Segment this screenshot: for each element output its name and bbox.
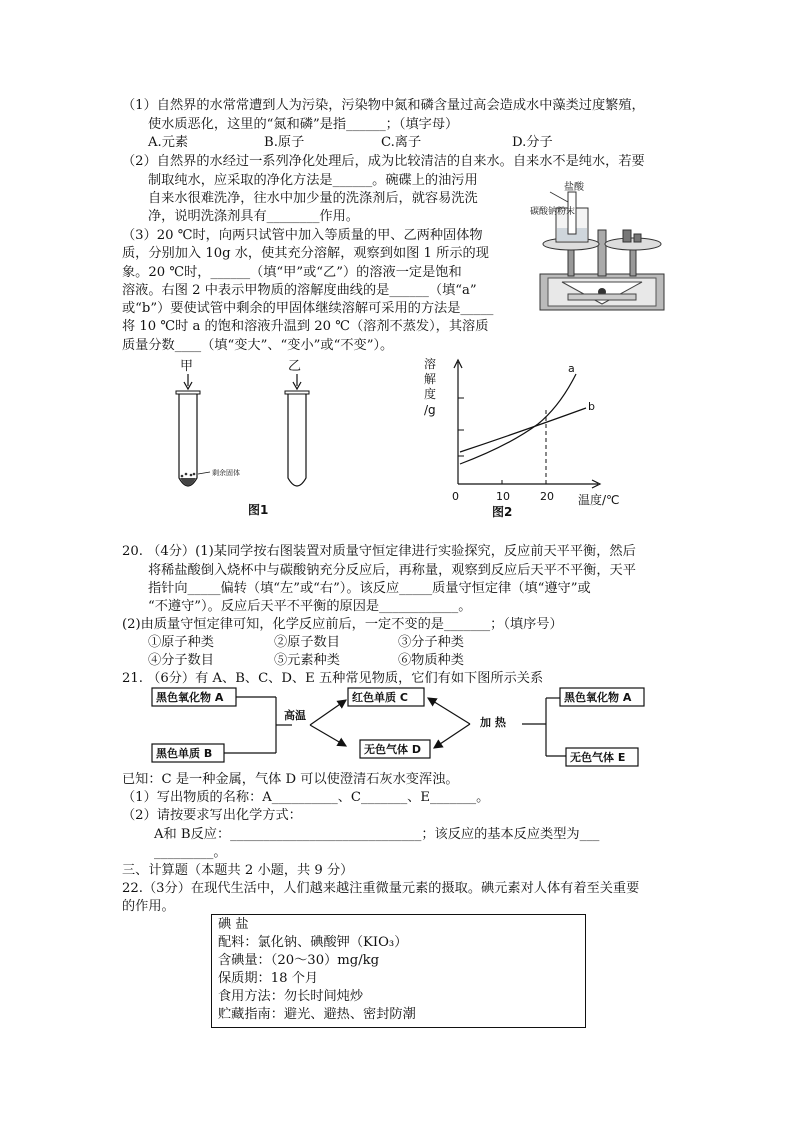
q19-part3-line7: 质量分数____（填“变大”、“变小”或“不变”）。 xyxy=(122,338,394,353)
q20-line1: 20. （4分）(1)某同学按右图装置对质量守恒定律进行实验探究，反应前天平平衡，然后 xyxy=(122,544,636,559)
curve-b-label: b xyxy=(588,400,595,413)
residue-label: 剩余固体 xyxy=(212,469,240,477)
powder-label: 碳酸钠粉末 xyxy=(530,207,576,217)
salt-label-usage: 食用方法：勿长时间炖炒 xyxy=(218,989,364,1004)
tube-yi-label: 乙 xyxy=(288,359,302,374)
box-colorless-gas-e: 无色气体 E xyxy=(570,751,626,764)
y-label-char-3: 度 xyxy=(424,387,437,401)
q21-subq1: （1）写出物质的名称：A__________、C_______、E_______。 xyxy=(122,790,490,805)
section-3-title: 三、计算题（本题共 2 小题，共 9 分） xyxy=(122,863,354,878)
q20-option-4: ④分子数目 xyxy=(148,653,214,668)
q19-option-d: D.分子 xyxy=(512,135,553,150)
q19-part3-line6: 将 10 ℃时 a 的饱和溶液升温到 20 ℃（溶剂不蒸发），其溶质 xyxy=(122,319,489,334)
q20-option-3: ③分子种类 xyxy=(398,635,464,650)
tick-10: 10 xyxy=(496,490,510,503)
figure-1-caption: 图1 xyxy=(248,503,269,517)
q19-part2-line2: 制取纯水，应采取的净化方法是______。碗碟上的油污用 xyxy=(148,173,478,188)
q19-part1-line1: （1）自然界的水常常遭到人为污染，污染物中氮和磷含量过高会造成水中藻类过度繁殖， xyxy=(122,98,645,113)
figure-2-solubility-chart xyxy=(420,356,660,520)
q19-part3-line3: 象。20 ℃时，______（填“甲”或“乙”）的溶液一定是饱和 xyxy=(122,265,462,280)
q19-part3-line1: （3）20 ℃时，向两只试管中加入等质量的甲、乙两种固体物 xyxy=(122,228,483,243)
box-red-element-c: 红色单质 C xyxy=(352,691,408,704)
box-black-oxide-a-right: 黑色氧化物 A xyxy=(564,691,632,704)
q21-line1: 21. （6分）有 A、B、C、D、E 五种常见物质，它们有如下图所示关系 xyxy=(122,671,544,686)
q22-line2: 的作用。 xyxy=(122,899,175,914)
iodized-salt-label xyxy=(211,914,586,1028)
tube-jia-label: 甲 xyxy=(180,359,194,374)
balance-figure xyxy=(528,178,676,318)
q20-option-2: ②原子数目 xyxy=(274,635,340,650)
curve-a-label: a xyxy=(568,362,575,375)
q19-part2-line4: 净，说明洗涤剂具有________作用。 xyxy=(148,209,359,224)
q21-subq2-line2: A和 B反应：_____________________________；该反应的基本反应类型为___ xyxy=(154,827,600,842)
y-label-unit: /g xyxy=(424,403,436,417)
q20-line3: 指针向_____偏转（填“左”或“右”）。该反应_____质量守恒定律（填“遵守”或 xyxy=(148,581,591,596)
condition-high-temp: 高温 xyxy=(284,709,306,722)
figure-2-caption: 图2 xyxy=(492,505,513,519)
q19-part2-line3: 自来水很难洗净，往水中加少量的洗涤剂后，就容易洗洗 xyxy=(148,191,478,206)
q20-option-1: ①原子种类 xyxy=(148,635,214,650)
q21-subq2: （2）请按要求写出化学方式： xyxy=(122,808,302,823)
q19-part3-line5: 或“b”）要使试管中剩余的甲固体继续溶解可采用的方法是_____ xyxy=(122,301,494,316)
q19-option-a: A.元素 xyxy=(148,135,189,150)
box-black-element-b: 黑色单质 B xyxy=(156,747,213,760)
salt-label-title: 碘 盐 xyxy=(218,917,249,932)
q19-part3-line2: 质，分别加入 10g 水，使其充分溶解，观察到如图 1 所示的现 xyxy=(122,246,489,261)
tick-0: 0 xyxy=(452,490,459,503)
x-axis-label: 温度/℃ xyxy=(578,493,620,507)
q21-subq2-line3: _________。 xyxy=(154,845,227,860)
y-label-char-2: 解 xyxy=(424,372,437,386)
salt-label-iodine-content: 含碘量：（20～30）mg/kg xyxy=(218,953,380,968)
box-colorless-gas-d: 无色气体 D xyxy=(364,743,421,756)
salt-label-ingredients: 配料：氯化钠、碘酸钾（KIO₃） xyxy=(218,935,408,950)
salt-label-shelf-life: 保质期：18 个月 xyxy=(218,971,319,986)
tick-20: 20 xyxy=(540,490,554,503)
curve-b xyxy=(460,408,586,452)
q20-option-6: ⑥物质种类 xyxy=(398,653,464,668)
q19-option-b: B.原子 xyxy=(264,135,305,150)
box-black-oxide-a-left: 黑色氧化物 A xyxy=(156,691,224,704)
q19-option-c: C.离子 xyxy=(381,135,422,150)
q19-part1-line2: 使水质恶化，这里的“氮和磷”是指______；（填字母） xyxy=(148,117,459,132)
q22-line1: 22.（3分）在现代生活中，人们越来越注重微量元素的摄取。碘元素对人体有着至关重要 xyxy=(122,881,640,896)
q20-line5: (2)由质量守恒定律可知，化学反应前后，一定不变的是_______；（填序号） xyxy=(122,617,563,632)
y-label-char-1: 溶 xyxy=(424,357,437,371)
q21-known: 已知：C 是一种金属，气体 D 可以使澄清石灰水变浑浊。 xyxy=(122,772,459,787)
q21-reaction-diagram xyxy=(150,686,650,770)
q20-option-5: ⑤元素种类 xyxy=(274,653,340,668)
acid-label: 盐酸 xyxy=(564,182,584,193)
q20-line4: “不遵守”）。反应后天平不平衡的原因是____________。 xyxy=(148,599,472,614)
salt-label-storage: 贮藏指南：避光、避热、密封防潮 xyxy=(218,1007,416,1022)
q20-line2: 将稀盐酸倒入烧杯中与碳酸钠充分反应后，再称量，观察到反应后天平不平衡，天平 xyxy=(148,563,636,578)
figure-1-test-tubes xyxy=(160,356,360,520)
q19-part2-line1: （2）自然界的水经过一系列净化处理后，成为比较清洁的自来水。自来水不是纯水，若要 xyxy=(122,154,645,169)
condition-heat: 加 热 xyxy=(480,716,506,729)
q19-part3-line4: 溶液。右图 2 中表示甲物质的溶解度曲线的是______（填“a” xyxy=(122,283,477,298)
curve-a xyxy=(460,374,576,464)
